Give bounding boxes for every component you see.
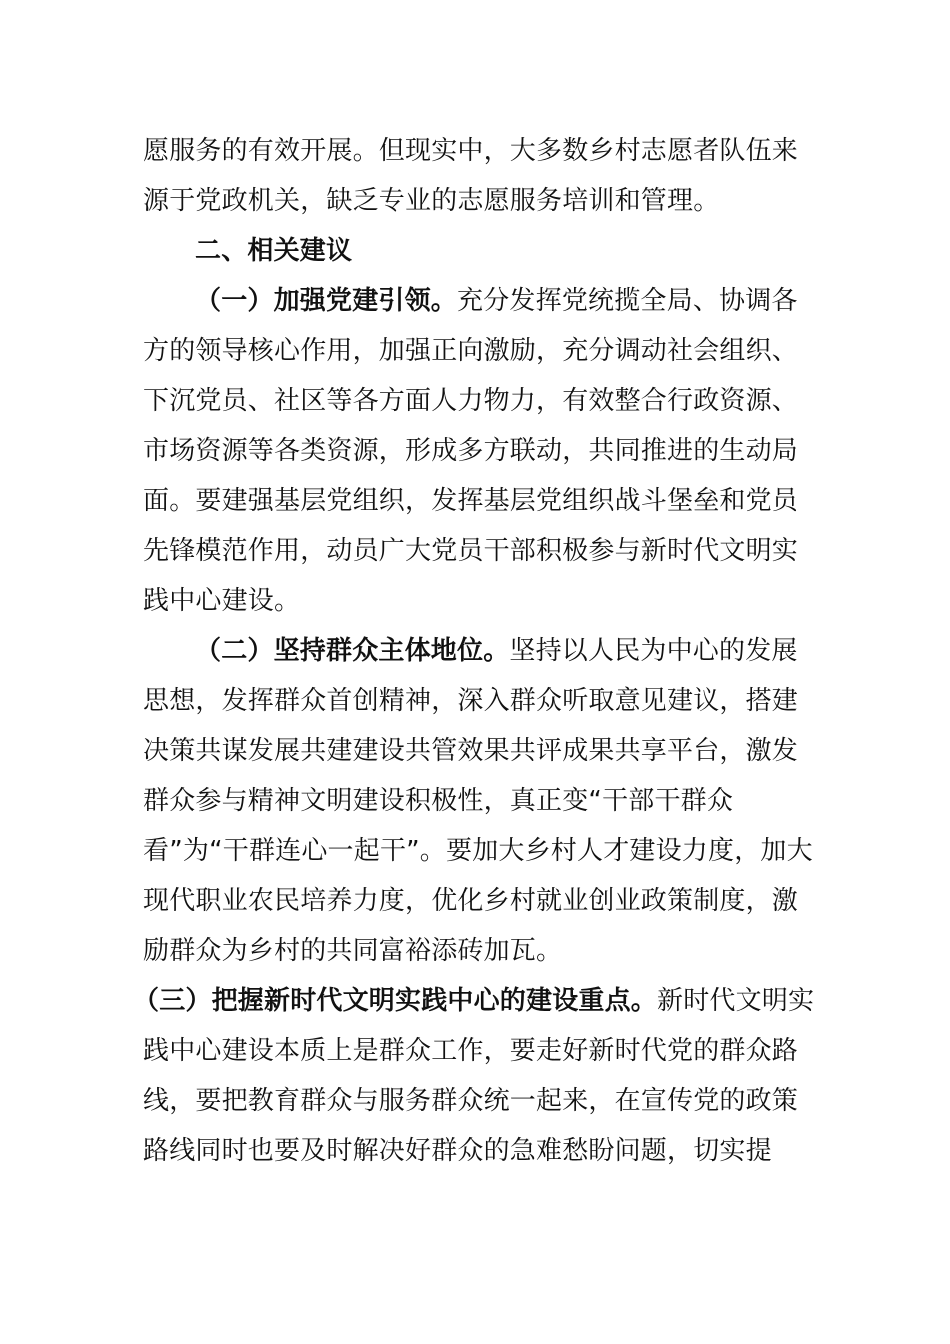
section-heading xyxy=(143,226,815,276)
intro-text: 愿服务的有效开展。但现实中，大多数乡村志愿者队伍来源于党政机关，缺乏专业的志愿服务培训和管理。 xyxy=(143,136,799,216)
intro-paragraph xyxy=(143,126,815,226)
section-heading-text: 二、相关建议 xyxy=(195,236,353,266)
item-three-body: 新时代文明实践中心建设本质上是群众工作，要走好新时代党的群众路线，要把教育群众与服务群众统一起来，在宣传党的政策路线同时也要及时解决好群众的急难愁盼问题，切实提 xyxy=(143,986,815,1166)
item-two-paragraph xyxy=(143,626,815,976)
item-three-title: （三）把握新时代文明实践中心的建设重点。 xyxy=(133,986,658,1016)
item-two-title: （二）坚持群众主体地位。 xyxy=(195,636,510,666)
item-three-paragraph xyxy=(133,976,815,1176)
item-one-title: （一）加强党建引领。 xyxy=(195,286,458,316)
item-one-body: 充分发挥党统揽全局、协调各方的领导核心作用，加强正向激励，充分调动社会组织、下沉党员、社区等各方面人力物力，有效整合行政资源、市场资源等各类资源，形成多方联动，共同推进的生动局面。要建强基层党组织，发挥基层党组织战斗堡垒和党员先锋模范作用，动员广大党员干部积极参与新时代文明实践中心建设。 xyxy=(143,286,799,616)
item-one-paragraph xyxy=(143,276,815,626)
item-two-body: 坚持以人民为中心的发展思想，发挥群众首创精神，深入群众听取意见建议，搭建决策共谋发展共建建设共管效果共评成果共享平台，激发群众参与精神文明建设积极性，真正变“干部干群众看”为“干群连心一起干”。要加大乡村人才建设力度，加大现代职业农民培养力度，优化乡村就业创业政策制度，激励群众为乡村的共同富裕添砖加瓦。 xyxy=(143,636,813,966)
document-body xyxy=(133,126,815,1176)
